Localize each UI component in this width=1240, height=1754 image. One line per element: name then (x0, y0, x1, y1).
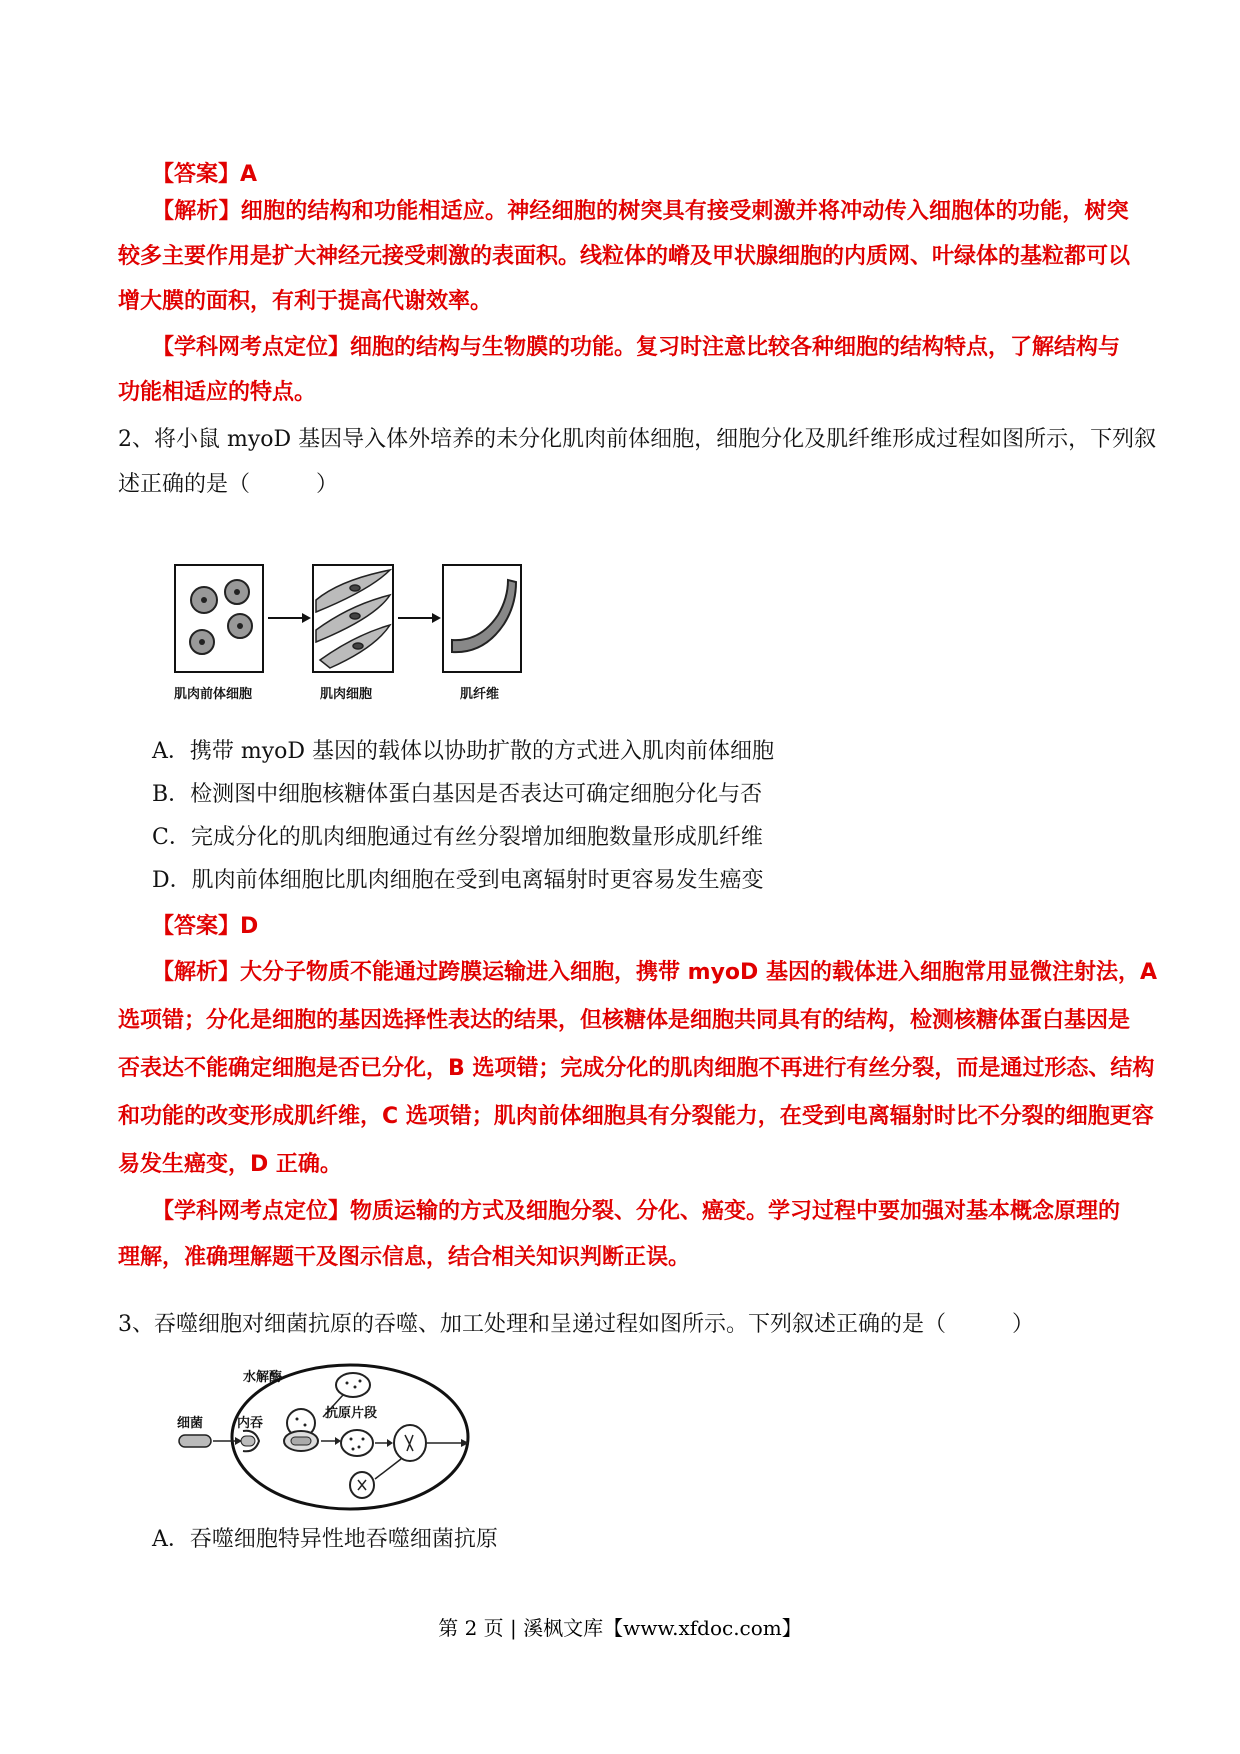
q3-stem: 3、吞噬细胞对细菌抗原的吞噬、加工处理和呈递过程如图所示。下列叙述正确的是（ ） (118, 1312, 1035, 1337)
q3-label-bacteria: 细菌 (177, 1416, 204, 1431)
bacterium-icon (179, 1435, 211, 1447)
q1-analysis-line-2: 较多主要作用是扩大神经元接受刺激的表面积。线粒体的嵴及甲状腺细胞的内质网、叶绿体的基粒都可以 (118, 244, 1131, 269)
q2-point-line-1: 【学科网考点定位】物质运输的方式及细胞分裂、分化、癌变。学习过程中要加强对基本概念原理的 (152, 1199, 1121, 1224)
q2-figure-label-1: 肌肉前体细胞 (174, 687, 253, 702)
q1-analysis-line-1: 【解析】细胞的结构和功能相适应。神经细胞的树突具有接受刺激并将冲动传入细胞体的功能，树突 (152, 199, 1129, 224)
q2-option-b: B．检测图中细胞核糖体蛋白基因是否表达可确定细胞分化与否 (152, 782, 763, 807)
q2-point-line-2: 理解，准确理解题干及图示信息，结合相关知识判断正误。 (118, 1245, 691, 1270)
q2-figure-label-2: 肌肉细胞 (320, 687, 373, 702)
q2-stem-line-2: 述正确的是（ ） (118, 472, 339, 497)
q2-option-a: A．携带 myoD 基因的载体以协助扩散的方式进入肌肉前体细胞 (152, 739, 775, 764)
q2-figure-label-3: 肌纤维 (460, 687, 500, 702)
q2-answer: 【答案】D (152, 914, 259, 939)
q1-analysis-line-3: 增大膜的面积，有利于提高代谢效率。 (118, 289, 493, 314)
q2-option-d: D．肌肉前体细胞比肌肉细胞在受到电离辐射时更容易发生癌变 (152, 868, 764, 893)
q3-option-a: A．吞噬细胞特异性地吞噬细菌抗原 (152, 1527, 498, 1552)
q1-point-line-2: 功能相适应的特点。 (118, 380, 317, 405)
q1-point-line-1: 【学科网考点定位】细胞的结构与生物膜的功能。复习时注意比较各种细胞的结构特点，了解结构与 (152, 335, 1121, 360)
q2-analysis-line-3: 否表达不能确定细胞是否已分化，B 选项错；完成分化的肌肉细胞不再进行有丝分裂，而是通过形态、结构 (118, 1056, 1155, 1081)
q3-label-endocytosis: 内吞 (237, 1416, 264, 1431)
q3-figure (175, 1355, 475, 1515)
page-footer: 第 2 页 | 溪枫文库【www.xfdoc.com】 (438, 1616, 802, 1640)
q2-figure (170, 560, 550, 705)
q2-analysis-line-5: 易发生癌变，D 正确。 (118, 1152, 342, 1177)
q3-label-hydrolase: 水解酶 (243, 1370, 283, 1385)
q1-answer: 【答案】A (152, 162, 258, 187)
lysosome-icon (336, 1373, 370, 1397)
q3-label-antigen-fragment: 抗原片段 (325, 1406, 378, 1421)
q2-analysis-line-1: 【解析】大分子物质不能通过跨膜运输进入细胞，携带 myoD 基因的载体进入细胞常用显微注射法，A (152, 960, 1157, 985)
q2-analysis-line-2: 选项错；分化是细胞的基因选择性表达的结果，但核糖体是细胞共同具有的结构，检测核糖体蛋白基因是 (118, 1008, 1131, 1033)
q2-stem-line-1: 2、将小鼠 myoD 基因导入体外培养的未分化肌肉前体细胞，细胞分化及肌纤维形成过程如图所示，下列叙 (118, 427, 1157, 452)
q2-option-c: C．完成分化的肌肉细胞通过有丝分裂增加细胞数量形成肌纤维 (152, 825, 763, 850)
q2-analysis-line-4: 和功能的改变形成肌纤维，C 选项错；肌肉前体细胞具有分裂能力，在受到电离辐射时比不分裂的细胞更容 (118, 1104, 1154, 1129)
